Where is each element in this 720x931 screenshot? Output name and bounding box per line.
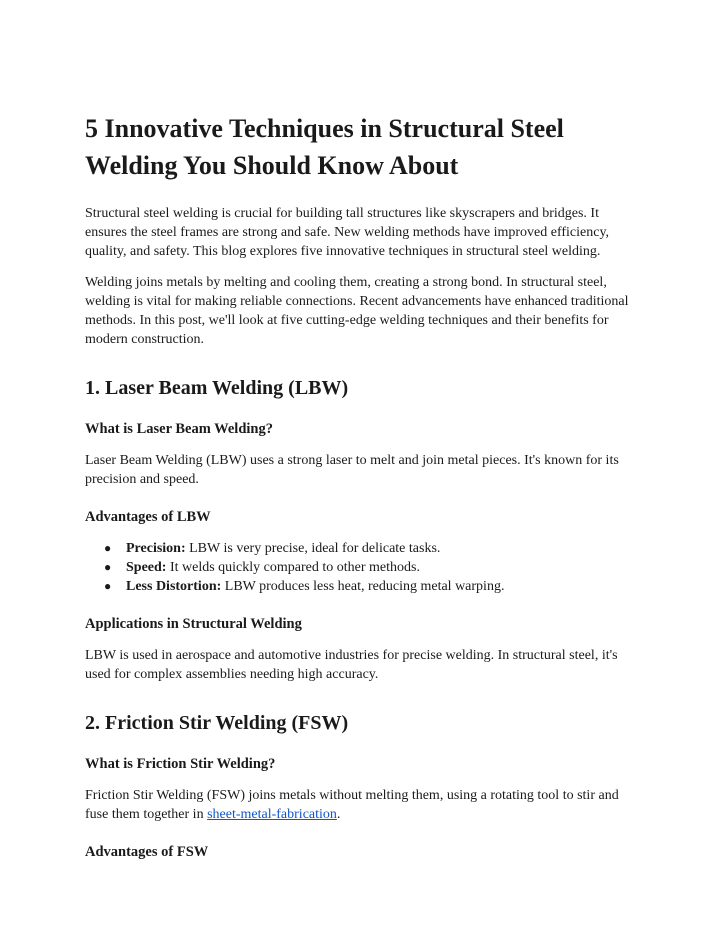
bullet-icon: ● — [104, 560, 112, 574]
section-1-advantages-list — [85, 539, 640, 596]
section-2-advantages-heading: Advantages of FSW — [85, 844, 209, 860]
section-2-what-heading: What is Friction Stir Welding? — [85, 756, 276, 772]
advantage-label: Less Distortion: — [126, 579, 222, 594]
bullet-icon: ● — [104, 541, 112, 555]
advantage-label: Precision: — [126, 541, 186, 556]
bullet-icon: ● — [104, 579, 112, 593]
section-1-what-heading: What is Laser Beam Welding? — [85, 421, 273, 437]
section-1-what-text: Laser Beam Welding (LBW) uses a strong laser to melt and join metal pieces. It's known for its precision and speed. — [85, 453, 619, 487]
advantage-item — [85, 539, 640, 558]
section-2-what-text-after: . — [336, 807, 341, 822]
advantage-text: LBW is very precise, ideal for delicate tasks. — [185, 541, 441, 556]
section-1-applications-text: LBW is used in aerospace and automotive industries for precise welding. In structural steel, it's used for complex assemblies needing high accuracy. — [85, 648, 618, 682]
advantage-text: LBW produces less heat, reducing metal warping. — [221, 579, 505, 594]
document-page — [85, 110, 640, 862]
section-1-heading: 1. Laser Beam Welding (LBW) — [85, 377, 349, 399]
sheet-metal-fabrication-link[interactable]: sheet-metal-fabrication — [207, 807, 337, 822]
section-1-applications-heading: Applications in Structural Welding — [85, 616, 302, 632]
intro-paragraph-1: Structural steel welding is crucial for building tall structures like skyscrapers and bridges. It ensures the steel frames are strong and safe. New welding methods have improved efficiency, quality, and safety. This blog explores five innovative techniques in structural steel welding. — [85, 206, 610, 259]
advantage-text: It welds quickly compared to other methods. — [166, 560, 420, 575]
section-2-what-text-before: Friction Stir Welding (FSW) joins metals without melting them, using a rotating tool to stir and fuse them together in — [85, 788, 619, 822]
advantage-item — [85, 577, 640, 596]
section-2-heading: 2. Friction Stir Welding (FSW) — [85, 712, 349, 734]
section-1-advantages-heading: Advantages of LBW — [85, 509, 211, 525]
intro-paragraph-2: Welding joins metals by melting and cooling them, creating a strong bond. In structural steel, welding is vital for making reliable connections. Recent advancements have enhanced traditional methods. In this post, we'll look at five cutting-edge welding techniques and their benefits for modern construction. — [85, 275, 629, 347]
advantage-item — [85, 558, 640, 577]
advantage-label: Speed: — [126, 560, 167, 575]
section-2-what-text — [85, 786, 640, 824]
document-title: 5 Innovative Techniques in Structural Steel Welding You Should Know About — [85, 114, 564, 180]
